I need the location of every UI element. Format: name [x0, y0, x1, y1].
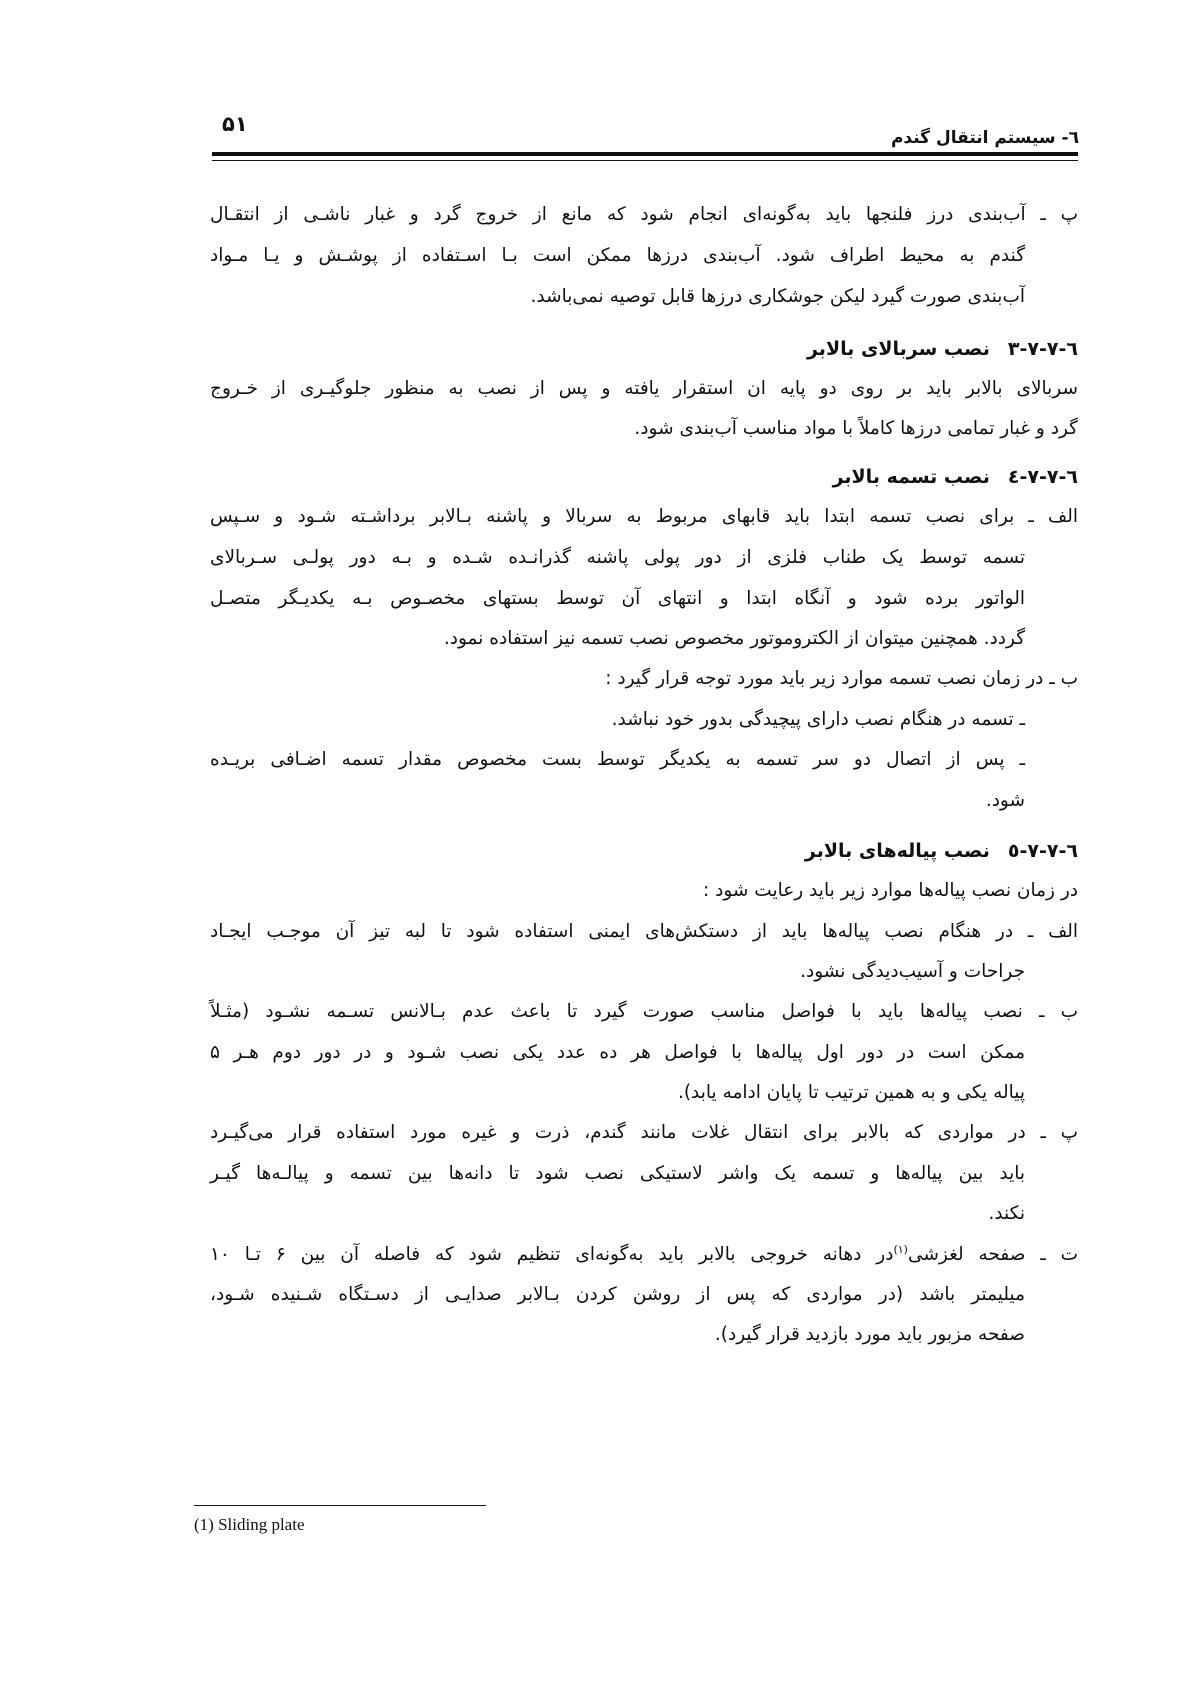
paragraph-line: شود.	[985, 790, 1025, 811]
paragraph-line: ممکن است در دور اول پیاله‌ها با فواصل هر ده عدد یکی نصب شـود و در دور دوم هـر ۵	[210, 1042, 1025, 1063]
paragraph-line: الواتور برده شود و آنگاه ابتدا و انتهای آن توسط بستهای مخصـوص بـه یکدیـگر متصـل	[210, 588, 1025, 609]
paragraph-line: پ ـ آب‌بندی درز فلنجها باید به‌گونه‌ای انجام شود که مانع از خروج گرد و غبار ناشـی از انتقـال	[210, 204, 1078, 225]
section-heading	[807, 338, 1078, 360]
paragraph-line: ب ـ در زمان نصب تسمه موارد زیر باید مورد توجه قرار گیرد :	[605, 668, 1078, 689]
paragraph-line: تسمه توسط یک طناب فلزی از دور پولی پاشنه گذرانـده شـده و بـه دور پولـی سـربالای	[210, 547, 1025, 568]
paragraph-line: ب ـ نصب پیاله‌ها باید با فواصل مناسب صورت گیرد تا باعث عدم بـالانس تسـمه نشـود (مثـلاً	[210, 1001, 1078, 1022]
section-title: نصب پیاله‌های بالابر	[804, 840, 990, 862]
paragraph-line: ـ پس از اتصال دو سر تسمه به یکدیگر توسط بست مخصوص مقدار تسمه اضـافی بریـده	[210, 749, 1025, 770]
header-rule-thin	[212, 160, 1078, 161]
paragraph-line: جراحات و آسیب‌دیدگی نشود.	[800, 961, 1025, 982]
paragraph-line: گندم به محیط اطراف شود. آب‌بندی درزها ممکن است بـا اسـتفاده از پوشـش و یـا مـواد	[210, 245, 1025, 266]
paragraph-line	[210, 1243, 1078, 1265]
paragraph-line: گرد و غبار تمامی درزها کاملاً با مواد مناسب آب‌بندی شود.	[634, 418, 1078, 439]
section-heading	[833, 466, 1078, 488]
line-text: در دهانه خروجی بالابر باید به‌گونه‌ای تنظیم شود که فاصله آن بین ۶ تـا ۱۰	[210, 1244, 894, 1266]
paragraph-line: الف ـ برای نصب تسمه ابتدا باید قابهای مربوط به سربالا و پاشنه بـالابر برداشـته شـود و سـپس	[210, 506, 1078, 527]
footnote-ref: (۱)	[893, 1243, 908, 1256]
running-header-title: ٦- سیستم انتقال گندم	[890, 128, 1079, 148]
header-rule	[212, 152, 1078, 156]
paragraph-line: الف ـ در هنگام نصب پیاله‌ها باید از دستکش‌های ایمنی استفاده شود تا لبه تیز آن موجـب ایجـاد	[210, 921, 1078, 942]
paragraph-line: صفحه مزبور باید مورد بازدید قرار گیرد).	[714, 1324, 1025, 1345]
paragraph-line: پ ـ در مواردی که بالابر برای انتقال غلات مانند گندم، ذرت و غیره مورد استفاده قرار می‌گیـرد	[210, 1122, 1078, 1143]
paragraph-line: در زمان نصب پیاله‌ها موارد زیر باید رعایت شود :	[702, 880, 1078, 901]
footnote: (1) Sliding plate	[194, 1515, 305, 1534]
paragraph-line: ـ تسمه در هنگام نصب دارای پیچیدگی بدور خود نباشد.	[611, 709, 1025, 730]
paragraph-line: میلیمتر باشد (در مواردی که پس از روشن کردن بـالابر صدایـی از دسـتگاه شـنیده شـود،	[210, 1284, 1025, 1305]
paragraph-line: آب‌بندی صورت گیرد لیکن جوشکاری درزها قابل توصیه نمی‌باشد.	[530, 286, 1025, 307]
section-number: ٦-٧-٧-٤	[1007, 466, 1078, 488]
paragraph-line: سربالای بالابر باید بر روی دو پایه ان استقرار یافته و پس از نصب به منظور جلوگیـری از خـروج	[210, 378, 1078, 399]
paragraph-line: باید بین پیاله‌ها و تسمه یک واشر لاستیکی نصب شود تا دانه‌ها بین تسمه و پیالـه‌ها گیـر	[210, 1163, 1025, 1184]
footnote-rule	[194, 1505, 486, 1506]
paragraph-line: نکند.	[988, 1203, 1025, 1224]
paragraph-line: پیاله یکی و به همین ترتیب تا پایان ادامه یابد).	[677, 1082, 1025, 1103]
section-number: ٦-٧-٧-٣	[1007, 338, 1078, 360]
paragraph-line: گردد. همچنین میتوان از الکتروموتور مخصوص نصب تسمه نیز استفاده نمود.	[443, 628, 1025, 649]
section-title: نصب سربالای بالابر	[806, 338, 990, 360]
section-title: نصب تسمه بالابر	[832, 466, 990, 488]
line-text: ت ـ صفحه لغزشی	[907, 1244, 1078, 1266]
section-heading	[805, 840, 1078, 862]
page-number: ۵۱	[222, 112, 248, 136]
section-number: ٦-٧-٧-٥	[1007, 840, 1078, 862]
